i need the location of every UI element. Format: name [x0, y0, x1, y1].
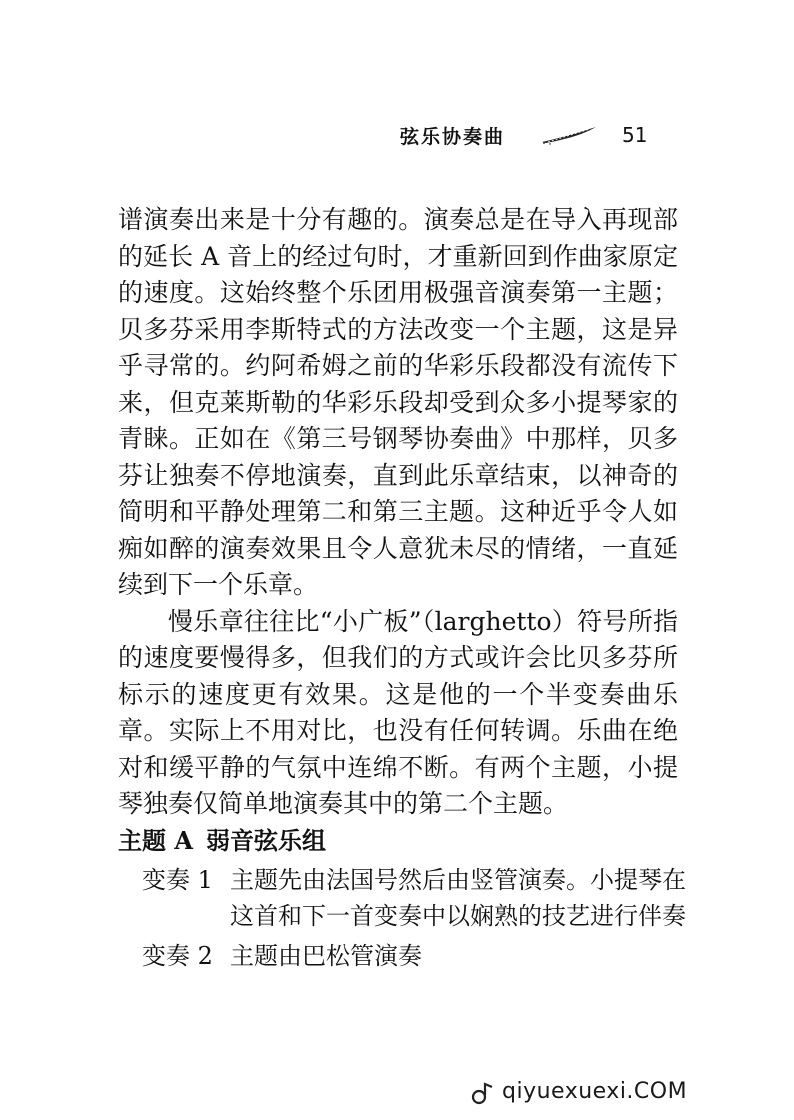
variation-label: 变奏 2 — [142, 942, 213, 970]
variation-item — [118, 862, 698, 934]
page-number: 51 — [622, 123, 648, 147]
paragraph: 谱演奏出来是十分有趣的。演奏总是在导入再现部的延长 A 音上的经过句时，才重新回到作曲家原定的速度。这始终整个乐团用极强音演奏第一主题；贝多芬采用李斯特式的方法改变一个主题，这是异乎寻常的。约阿希姆之前的华彩乐段都没有流传下来，但克莱斯勒的华彩乐段却受到众多小提琴家的青睐。正如在《第三号钢琴协奏曲》中那样，贝多芬让独奏不停地演奏，直到此乐章结束，以神奇的简明和平静处理第二和第三主题。这种近乎令人如痴如醉的演奏效果且令人意犹未尽的情绪，一直延续到下一个乐章。 — [118, 205, 678, 599]
variation-text: 主题由巴松管演奏 — [230, 942, 422, 970]
watermark-logo-icon — [468, 1081, 496, 1107]
running-title: 弦乐协奏曲 — [400, 126, 506, 148]
theme-label: 主题 A — [118, 826, 193, 855]
quill-ornament-icon — [540, 124, 600, 146]
variation-text: 主题先由法国号然后由竖管演奏。小提琴在这首和下一首变奏中以娴熟的技艺进行伴奏 — [230, 866, 686, 930]
site-watermark — [468, 1077, 768, 1111]
watermark-text: qiyuexuexi.COM — [502, 1079, 688, 1104]
theme-section — [118, 824, 698, 974]
page-header — [400, 122, 660, 152]
paragraph: 慢乐章往往比“小广板”（larghetto）符号所指的速度要慢得多，但我们的方式或许会比贝多芬所标示的速度更有效果。这是他的一个半变奏曲乐章。实际上不用对比，也没有任何转调。乐曲在绝对和缓平静的气氛中连绵不断。有两个主题，小提琴独奏仅简单地演奏其中的第二个主题。 — [118, 606, 678, 818]
variation-item — [118, 938, 698, 974]
theme-description: 弱音弦乐组 — [206, 826, 326, 855]
body-text — [118, 202, 678, 823]
variation-label: 变奏 1 — [142, 866, 213, 894]
theme-heading — [118, 824, 698, 858]
